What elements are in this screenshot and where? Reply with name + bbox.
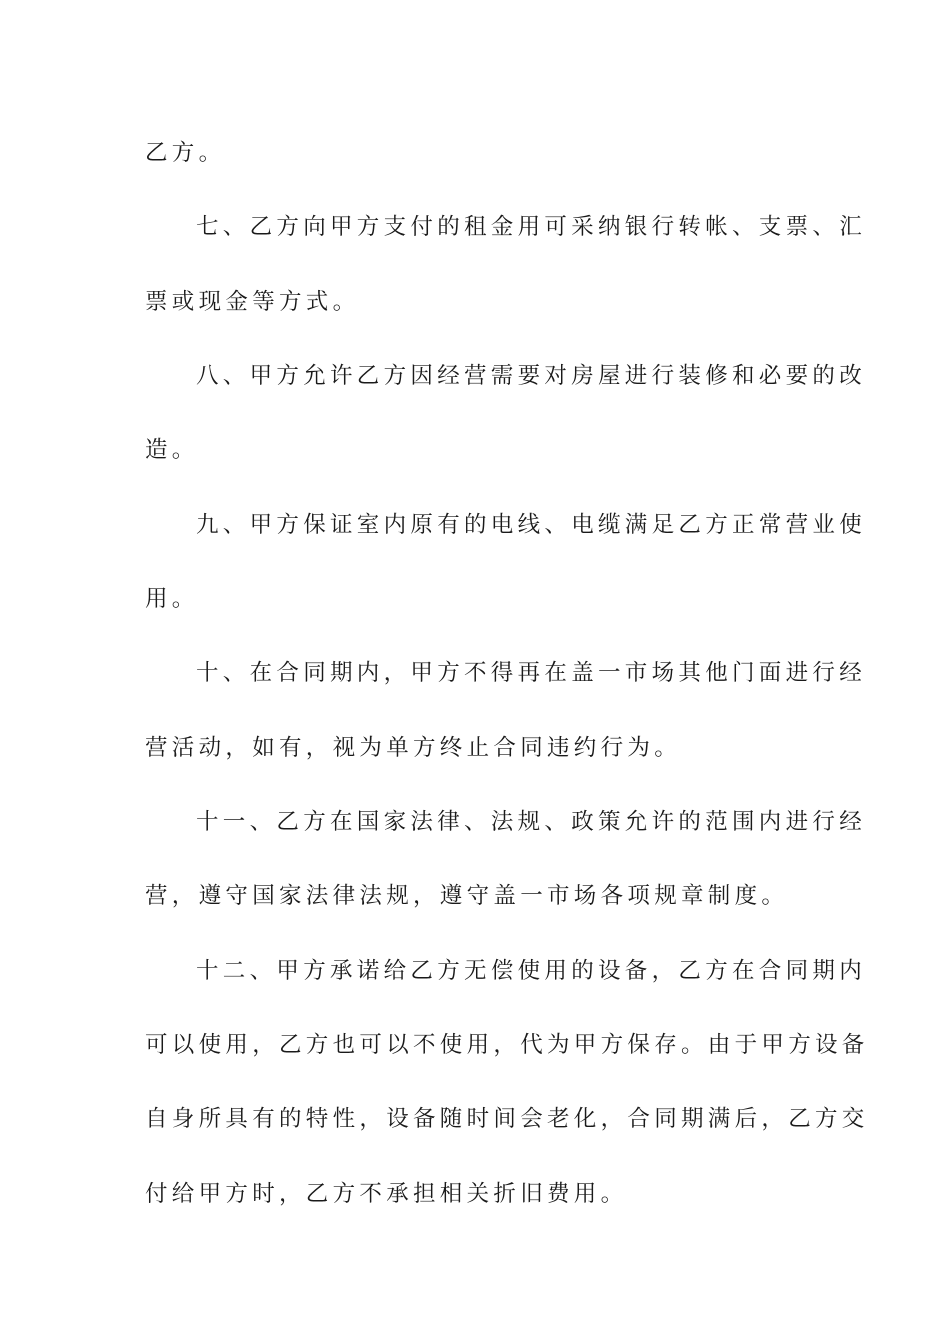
clause-7-line-1: 七、乙方向甲方支付的租金用可采纳银行转帐、支票、汇 (196, 214, 867, 240)
clause-11-line-1: 十一、乙方在国家法律、法规、政策允许的范围内进行经 (196, 809, 867, 835)
clause-12-line-4: 付给甲方时，乙方不承担相关折旧费用。 (145, 1181, 628, 1207)
clause-10-line-1: 十、在合同期内，甲方不得再在盖一市场其他门面进行经 (196, 660, 867, 686)
clause-11-line-2: 营，遵守国家法律法规，遵守盖一市场各项规章制度。 (145, 883, 789, 909)
clause-7-line-2: 票或现金等方式。 (145, 289, 360, 315)
clause-8-line-2: 造。 (145, 437, 199, 463)
clause-8-line-1: 八、甲方允许乙方因经营需要对房屋进行装修和必要的改 (196, 363, 867, 389)
clause-9-line-2: 用。 (145, 586, 199, 612)
clause-9-line-1: 九、甲方保证室内原有的电线、电缆满足乙方正常营业使 (196, 512, 867, 538)
text-line-1: 乙方。 (145, 140, 226, 166)
clause-10-line-2: 营活动，如有，视为单方终止合同违约行为。 (145, 735, 682, 761)
clause-12-line-3: 自身所具有的特性，设备随时间会老化，合同期满后，乙方交 (145, 1106, 869, 1132)
clause-12-line-1: 十二、甲方承诺给乙方无偿使用的设备，乙方在合同期内 (196, 958, 867, 984)
clause-12-line-2: 可以使用，乙方也可以不使用，代为甲方保存。由于甲方设备 (145, 1032, 869, 1058)
